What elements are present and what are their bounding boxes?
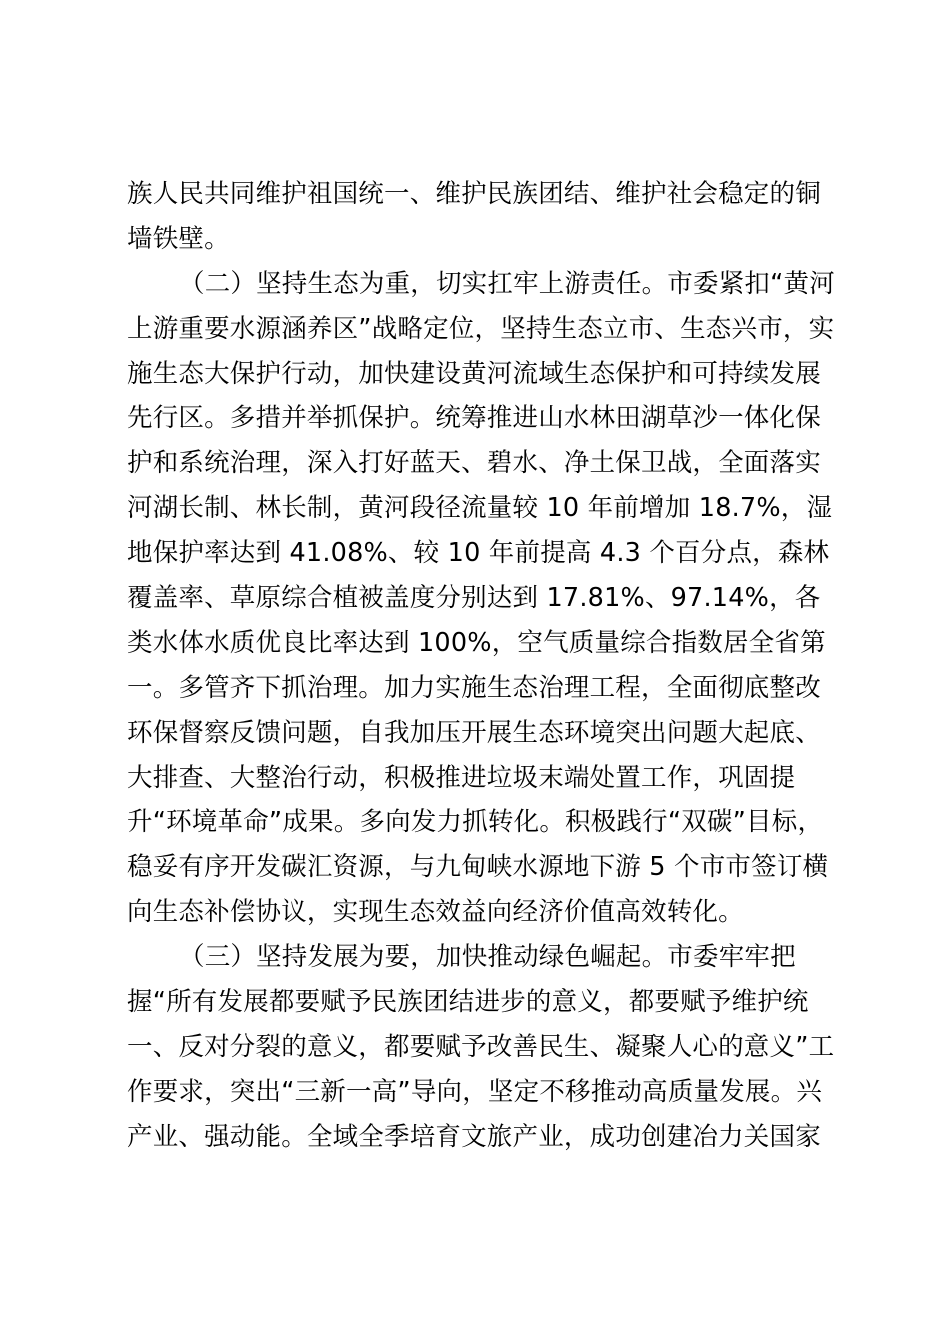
text-line: 墙铁壁。 xyxy=(127,223,230,254)
text-line: 大排查、大整治行动，积极推进垃圾末端处置工作，巩固提 xyxy=(127,762,796,793)
text-line: 施生态大保护行动，加快建设黄河流域生态保护和可持续发展 xyxy=(127,358,821,389)
text-line: 河湖长制、林长制，黄河段径流量较 10 年前增加 18.7%，湿 xyxy=(127,493,833,524)
text-line: 升“环境革命”成果。多向发力抓转化。积极践行“双碳”目标， xyxy=(127,807,824,838)
text-line: 一。多管齐下抓治理。加力实施生态治理工程，全面彻底整改 xyxy=(127,672,821,703)
paragraph-start-line: （二）坚持生态为重，切实扛牢上游责任。市委紧扣“黄河 xyxy=(179,268,835,299)
text-line: 先行区。多措并举抓保护。统筹推进山水林田湖草沙一体化保 xyxy=(127,403,821,434)
text-line: 类水体水质优良比率达到 100%，空气质量综合指数居全省第 xyxy=(127,627,826,658)
text-line: 族人民共同维护祖国统一、维护民族团结、维护社会稳定的铜 xyxy=(127,179,821,209)
paragraph-start-line: （三）坚持发展为要，加快推动绿色崛起。市委牢牢把 xyxy=(179,942,796,973)
text-line: 地保护率达到 41.08%、较 10 年前提高 4.3 个百分点，森林 xyxy=(127,538,830,569)
text-line: 向生态补偿协议，实现生态效益向经济价值高效转化。 xyxy=(127,897,744,928)
text-line: 一、反对分裂的意义，都要赋予改善民生、凝聚人心的意义”工 xyxy=(127,1031,835,1062)
text-line: 稳妥有序开发碳汇资源，与九甸峡水源地下游 5 个市市签订横 xyxy=(127,852,829,883)
text-line: 作要求，突出“三新一高”导向，坚定不移推动高质量发展。兴 xyxy=(127,1076,823,1107)
body-text xyxy=(127,172,835,1160)
text-line: 握“所有发展都要赋予民族团结进步的意义，都要赋予维护统 xyxy=(127,987,809,1018)
text-line: 环保督察反馈问题，自我加压开展生态环境突出问题大起底、 xyxy=(127,717,821,748)
text-line: 护和系统治理，深入打好蓝天、碧水、净土保卫战，全面落实 xyxy=(127,448,821,479)
text-line: 上游重要水源涵养区”战略定位，坚持生态立市、生态兴市，实 xyxy=(127,313,835,344)
text-line: 产业、强动能。全域全季培育文旅产业，成功创建冶力关国家 xyxy=(127,1121,821,1152)
text-line: 覆盖率、草原综合植被盖度分别达到 17.81%、97.14%，各 xyxy=(127,583,821,614)
